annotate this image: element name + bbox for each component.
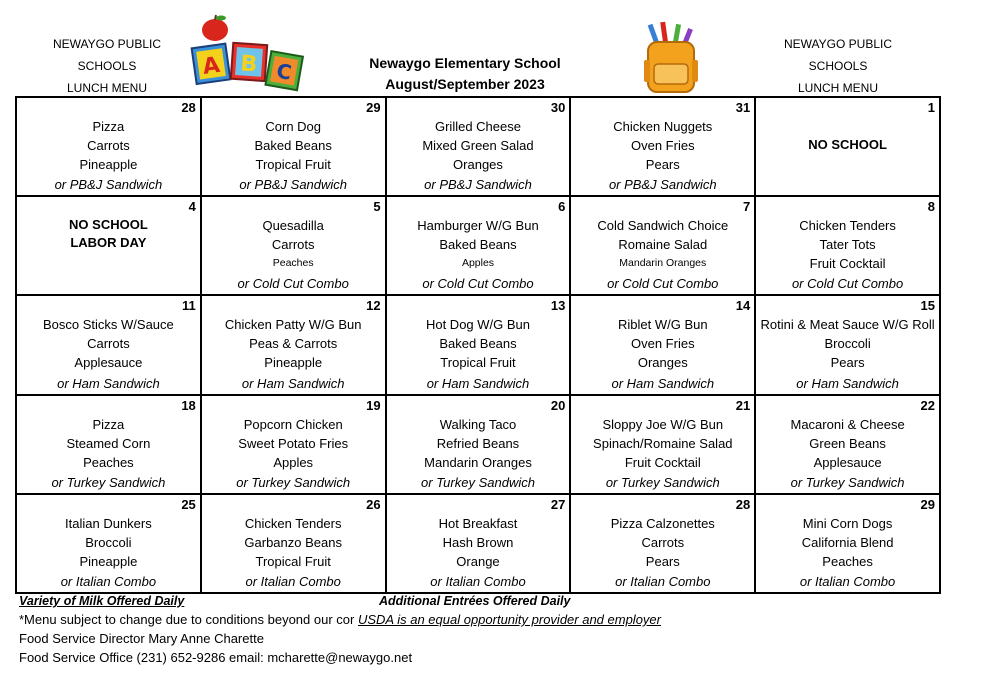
day-cell [201, 196, 386, 295]
menu-item: Peas & Carrots [249, 336, 338, 352]
menu-item: Baked Beans [439, 336, 517, 352]
menu-items [756, 197, 939, 273]
menu-items [571, 296, 754, 372]
day-cell [570, 395, 755, 494]
menu-item: Hash Brown [442, 534, 514, 550]
day-number: 27 [550, 496, 566, 512]
menu-items [387, 197, 570, 273]
alternate-option: or Turkey Sandwich [236, 474, 351, 490]
menu-item: Carrots [87, 336, 130, 352]
menu-items [202, 197, 385, 273]
menu-item: Baked Beans [439, 237, 517, 253]
menu-item: Carrots [271, 237, 315, 253]
menu-item: California Blend [801, 534, 894, 550]
alternate-option: or Ham Sandwich [796, 375, 899, 391]
office-contact-line: Food Service Office (231) 652-9286 email: mcharette@newaygo.net [19, 650, 413, 665]
menu-item: Peaches [83, 454, 134, 470]
menu-items [571, 98, 754, 174]
menu-item: Walking Taco [439, 416, 517, 432]
header-right-line-2: SCHOOLS [808, 59, 868, 73]
menu-item: Oven Fries [631, 336, 695, 352]
day-cell [386, 196, 571, 295]
day-cell [755, 295, 940, 394]
header-left-block [32, 33, 182, 99]
disclaimer-text: *Menu subject to change due to conditions beyond our cor [19, 612, 355, 627]
menu-items [202, 396, 385, 472]
menu-item: Baked Beans [254, 138, 332, 153]
director-line: Food Service Director Mary Anne Charette [19, 631, 264, 646]
day-number: 22 [920, 397, 935, 413]
menu-item: Peaches [272, 257, 314, 270]
menu-item: Applesauce [74, 355, 143, 371]
day-number: 8 [927, 199, 935, 215]
menu-items [571, 396, 754, 472]
day-cell [386, 97, 571, 196]
menu-items [17, 495, 200, 571]
day-number: 12 [366, 298, 381, 314]
alternate-option: or Ham Sandwich [241, 375, 345, 391]
day-cell [201, 295, 386, 394]
menu-items [17, 296, 200, 372]
week-row [16, 97, 940, 196]
menu-item: Italian Dunkers [65, 515, 152, 531]
week-row [16, 494, 940, 593]
menu-items [202, 98, 385, 174]
menu-item: Sloppy Joe W/G Bun [602, 416, 724, 432]
menu-item: Tropical Fruit [440, 355, 516, 371]
day-number: 5 [373, 199, 381, 215]
day-cell [570, 97, 755, 196]
menu-item: Quesadilla [262, 218, 324, 234]
day-number: 19 [366, 397, 381, 413]
day-cell [201, 97, 386, 196]
menu-item: Green Beans [809, 435, 886, 451]
menu-item: Garbanzo Beans [244, 534, 342, 550]
menu-item: Pears [645, 553, 680, 569]
header-right-line-1: NEWAYGO PUBLIC [783, 37, 893, 51]
header-title-block [330, 53, 600, 95]
menu-item: Broccoli [824, 336, 871, 352]
menu-items [387, 495, 570, 571]
day-cell [201, 494, 386, 593]
menu-item: Pizza [92, 416, 125, 432]
additional-entrees-note: Additional Entrées Offered Daily [379, 594, 571, 608]
menu-item: Fruit Cocktail [624, 454, 701, 470]
menu-items [17, 197, 200, 252]
day-cell [16, 494, 201, 593]
menu-items [756, 495, 939, 571]
header-left-line-1: NEWAYGO PUBLIC [52, 37, 162, 51]
menu-item: Oven Fries [631, 138, 695, 153]
menu-item: Oranges [453, 157, 503, 172]
menu-item: Rotini & Meat Sauce W/G Roll [760, 317, 935, 333]
menu-item: Hot Breakfast [438, 515, 518, 531]
day-number: 4 [188, 199, 196, 215]
usda-statement: USDA is an equal opportunity provider and employer [357, 612, 661, 627]
menu-item: Applesauce [813, 454, 882, 470]
day-cell [386, 494, 571, 593]
menu-item: Pizza Calzonettes [610, 515, 715, 531]
menu-items [387, 98, 570, 174]
day-number: 13 [550, 298, 566, 314]
day-number: 29 [366, 100, 381, 115]
abc-block-letter-c: C [274, 58, 294, 85]
menu-item: Mixed Green Salad [422, 138, 534, 153]
menu-item: Carrots [87, 138, 130, 153]
menu-item: Carrots [641, 534, 685, 550]
day-number: 14 [735, 298, 751, 314]
day-cell [386, 395, 571, 494]
menu-items [387, 296, 570, 372]
alternate-option: or Italian Combo [615, 574, 711, 589]
alternate-option: or PB&J Sandwich [239, 177, 348, 193]
menu-item: Macaroni & Cheese [790, 416, 905, 432]
menu-item: Steamed Corn [66, 435, 151, 451]
menu-item: Orange [456, 553, 500, 569]
alternate-option: or Turkey Sandwich [790, 474, 905, 490]
menu-item: Refried Beans [436, 435, 520, 451]
alternate-option: or PB&J Sandwich [424, 177, 532, 193]
day-number: 18 [181, 397, 196, 413]
menu-item: Chicken Nuggets [613, 119, 713, 134]
week-row [16, 395, 940, 494]
milk-note: Variety of Milk Offered Daily [19, 594, 185, 608]
alternate-option: or Turkey Sandwich [51, 474, 166, 490]
menu-item: Chicken Tenders [244, 515, 342, 531]
day-cell [570, 494, 755, 593]
menu-item: Pears [645, 157, 680, 172]
menu-item: Bosco Sticks W/Sauce [43, 317, 174, 333]
menu-item: Sweet Potato Fries [238, 435, 349, 451]
menu-items [756, 98, 939, 154]
day-number: 28 [181, 100, 196, 115]
day-number: 7 [742, 199, 751, 215]
week-row [16, 196, 940, 295]
menu-item: Romaine Salad [618, 237, 708, 253]
day-cell [16, 196, 201, 295]
menu-period: August/September 2023 [385, 76, 545, 92]
day-number: 6 [558, 199, 566, 215]
day-cell [201, 395, 386, 494]
closure-message: LABOR DAY [70, 235, 147, 251]
menu-items [756, 296, 939, 372]
closure-message: NO SCHOOL [808, 137, 887, 152]
alternate-option: or Cold Cut Combo [422, 276, 534, 292]
header-left-line-3: LUNCH MENU [66, 81, 147, 95]
school-title: Newaygo Elementary School [369, 55, 561, 71]
day-cell [570, 295, 755, 394]
header-left-line-2: SCHOOLS [77, 59, 137, 73]
menu-item: Pineapple [79, 157, 138, 172]
menu-item: Popcorn Chicken [243, 416, 343, 432]
alternate-option: or Cold Cut Combo [237, 276, 349, 292]
alternate-option: or Cold Cut Combo [791, 276, 904, 292]
day-number: 29 [920, 496, 935, 512]
alternate-option: or PB&J Sandwich [608, 177, 717, 193]
week-row [16, 295, 940, 394]
day-number: 31 [735, 100, 751, 115]
abc-blocks-apple-icon [188, 14, 306, 96]
closure-message: NO SCHOOL [69, 217, 148, 233]
menu-item: Pineapple [264, 355, 323, 371]
menu-items [571, 495, 754, 571]
day-number: 26 [366, 496, 381, 512]
alternate-option: or Cold Cut Combo [607, 276, 719, 292]
menu-items [202, 296, 385, 372]
alternate-option: or Turkey Sandwich [421, 474, 535, 490]
menu-item: Broccoli [85, 534, 132, 550]
day-number: 30 [550, 100, 566, 115]
menu-item: Mini Corn Dogs [802, 515, 893, 531]
menu-item: Corn Dog [265, 119, 322, 134]
menu-item: Oranges [637, 355, 688, 371]
day-cell [16, 395, 201, 494]
menu-item: Peaches [822, 553, 873, 569]
menu-item: Pears [830, 355, 865, 371]
lunch-menu-body [16, 97, 940, 593]
abc-block-letter-b: B [239, 51, 259, 78]
day-cell [570, 196, 755, 295]
menu-item: Pineapple [79, 553, 138, 569]
alternate-option: or Ham Sandwich [426, 375, 530, 391]
alternate-option: or Italian Combo [245, 574, 341, 589]
menu-items [387, 396, 570, 472]
menu-item: Spinach/Romaine Salad [593, 435, 733, 451]
menu-item: Pizza [92, 119, 125, 134]
day-cell [16, 97, 201, 196]
menu-item: Tropical Fruit [255, 157, 331, 172]
menu-item: Mandarin Oranges [619, 257, 707, 270]
menu-item: Cold Sandwich Choice [597, 218, 729, 234]
menu-item: Hamburger W/G Bun [417, 218, 539, 234]
menu-item: Chicken Tenders [799, 218, 896, 234]
day-number: 11 [182, 298, 196, 314]
menu-item: Mandarin Oranges [424, 454, 532, 470]
alternate-option: or PB&J Sandwich [54, 177, 163, 193]
day-number: 28 [735, 496, 751, 512]
day-cell [755, 97, 940, 196]
day-number: 15 [920, 298, 935, 314]
alternate-option: or Italian Combo [60, 574, 157, 589]
lunch-menu-grid [15, 96, 941, 594]
disclaimer-line [19, 612, 661, 627]
alternate-option: or Italian Combo [430, 574, 526, 589]
menu-item: Tropical Fruit [255, 553, 331, 569]
menu-items [17, 396, 200, 472]
header-right-block [763, 33, 913, 99]
day-cell [755, 494, 940, 593]
day-cell [755, 395, 940, 494]
menu-item: Chicken Patty W/G Bun [224, 317, 362, 333]
alternate-option: or Ham Sandwich [57, 375, 160, 391]
menu-items [571, 197, 754, 273]
day-number: 25 [181, 496, 196, 512]
menu-items [17, 98, 200, 174]
menu-item: Apples [273, 454, 314, 470]
day-cell [16, 295, 201, 394]
day-cell [755, 196, 940, 295]
alternate-option: or Turkey Sandwich [605, 474, 720, 490]
menu-items [202, 495, 385, 571]
menu-item: Grilled Cheese [434, 119, 521, 134]
day-number: 1 [927, 100, 935, 115]
menu-item: Apples [461, 257, 495, 270]
menu-item: Tater Tots [819, 237, 876, 253]
abc-block-letter-a: A [201, 52, 222, 80]
backpack-icon [640, 20, 702, 94]
day-cell [386, 295, 571, 394]
alternate-option: or Italian Combo [799, 574, 896, 589]
header-right-line-3: LUNCH MENU [797, 81, 878, 95]
menu-item: Riblet W/G Bun [617, 317, 708, 333]
day-number: 20 [550, 397, 566, 413]
menu-items [756, 396, 939, 472]
alternate-option: or Ham Sandwich [611, 375, 715, 391]
menu-item: Fruit Cocktail [809, 256, 886, 272]
menu-item: Hot Dog W/G Bun [425, 317, 531, 333]
day-number: 21 [735, 397, 751, 413]
